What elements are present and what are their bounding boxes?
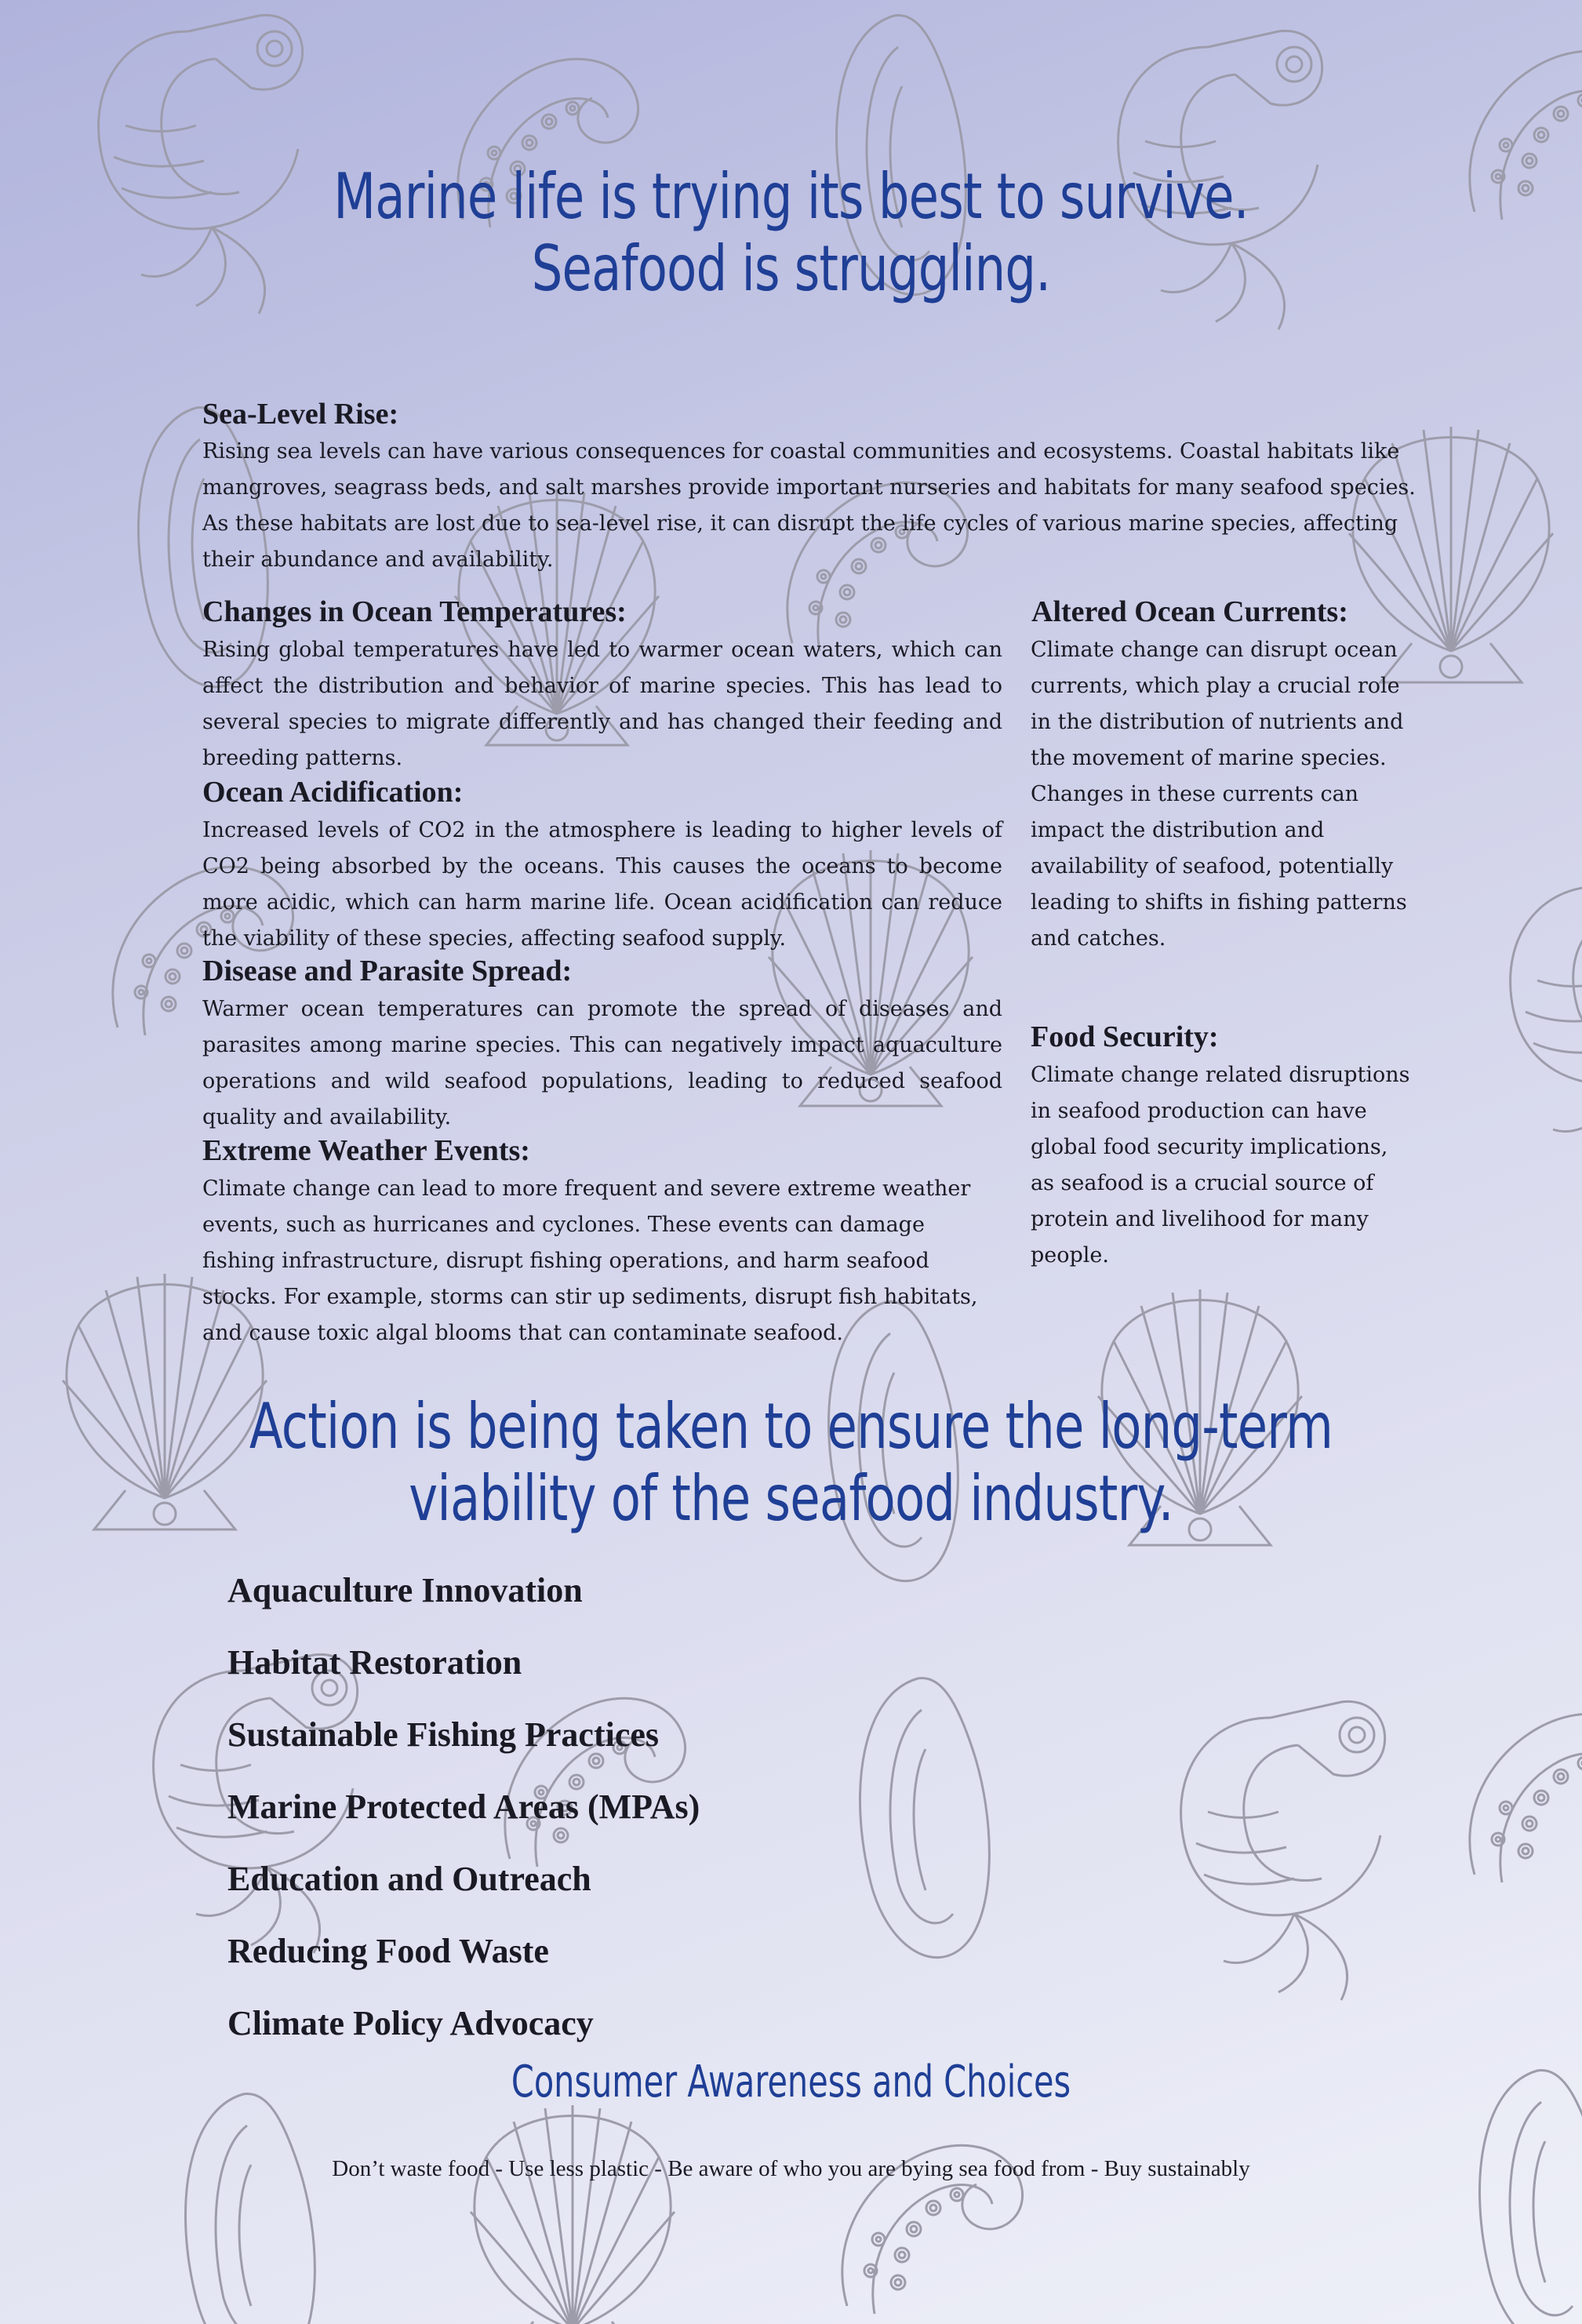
food-security-heading: Food Security: — [1031, 1020, 1219, 1053]
disease-parasite-body: Warmer ocean temperatures can promote the spread of diseases and parasites among marine species. This can negatively impact aquaculture operations and wild seafood populations, leading to reduced seafood quality and availability. — [202, 997, 1002, 1129]
ocean-acidification-body: Increased levels of CO2 in the atmosphere is leading to higher levels of CO2 being absorbed by the oceans. This causes the oceans to become more acidic, which can harm marine life. Ocean acidification can reduce the viability of these species, affecting seafood supply. — [202, 818, 1002, 951]
headline-line-2: Seafood is struggling. — [531, 232, 1051, 305]
extreme-weather-body: Climate change can lead to more frequent and severe extreme weather events, such as hurricanes and cyclones. These events can damage fishing infrastructure, disrupt fishing operations, and harm seafood stocks. For example, storms can stir up sediments, disrupt fish habitats, and cause toxic algal blooms that can contaminate seafood. — [202, 1177, 978, 1345]
action-item: Habitat Restoration — [227, 1643, 522, 1682]
ocean-acidification-heading: Ocean Acidification: — [202, 776, 464, 809]
consumer-awareness-heading: Consumer Awareness and Choices — [511, 2057, 1071, 2108]
action-headline-line-1: Action is being taken to ensure the long-term — [249, 1390, 1333, 1463]
action-item: Aquaculture Innovation — [227, 1571, 583, 1609]
main-headline — [174, 161, 1408, 305]
action-list — [227, 1565, 700, 2070]
ocean-currents-heading: Altered Ocean Currents: — [1031, 595, 1348, 628]
action-item: Marine Protected Areas (MPAs) — [227, 1788, 700, 1826]
action-headline — [174, 1391, 1408, 1535]
disease-parasite-heading: Disease and Parasite Spread: — [202, 955, 573, 987]
action-headline-line-2: viability of the seafood industry. — [409, 1462, 1173, 1535]
action-item: Reducing Food Waste — [227, 1932, 549, 1970]
extreme-weather-heading: Extreme Weather Events: — [202, 1134, 530, 1167]
food-security-body: Climate change related disruptions in seafood production can have global food security implications, as seafood is a crucial source of protein and livelihood for many people. — [1031, 1063, 1410, 1267]
action-item: Climate Policy Advocacy — [227, 2004, 594, 2042]
headline-line-1: Marine life is trying its best to survive. — [333, 160, 1249, 233]
action-item: Education and Outreach — [227, 1860, 591, 1898]
action-item: Sustainable Fishing Practices — [227, 1715, 660, 1754]
sea-level-heading: Sea-Level Rise: — [202, 398, 399, 431]
ocean-temperatures-heading: Changes in Ocean Temperatures: — [202, 595, 627, 628]
ocean-temperatures-body: Rising global temperatures have led to warmer ocean waters, which can affect the distribution and behavior of marine species. This has lead to several species to migrate differently and has changed their feeding and breeding patterns. — [202, 638, 1002, 770]
ocean-currents-body: Climate change can disrupt ocean currents, which play a crucial role in the distribution of nutrients and the movement of marine species. Changes in these currents can impact the distribution and availability of seafood, potentially leading to shifts in fishing patterns and catches. — [1031, 638, 1407, 951]
sea-level-body: Rising sea levels can have various consequences for coastal communities and ecosystems. Coastal habitats like mangroves, seagrass beds, and salt marshes provide important nurseries and habitats for many seafood species. As these habitats are lost due to sea-level rise, it can disrupt the life cycles of various marine species, affecting their abundance and availability. — [202, 439, 1416, 572]
footer-tips: Don’t waste food - Use less plastic - Be aware of who you are bying sea food from - Buy sustainably — [332, 2156, 1250, 2181]
